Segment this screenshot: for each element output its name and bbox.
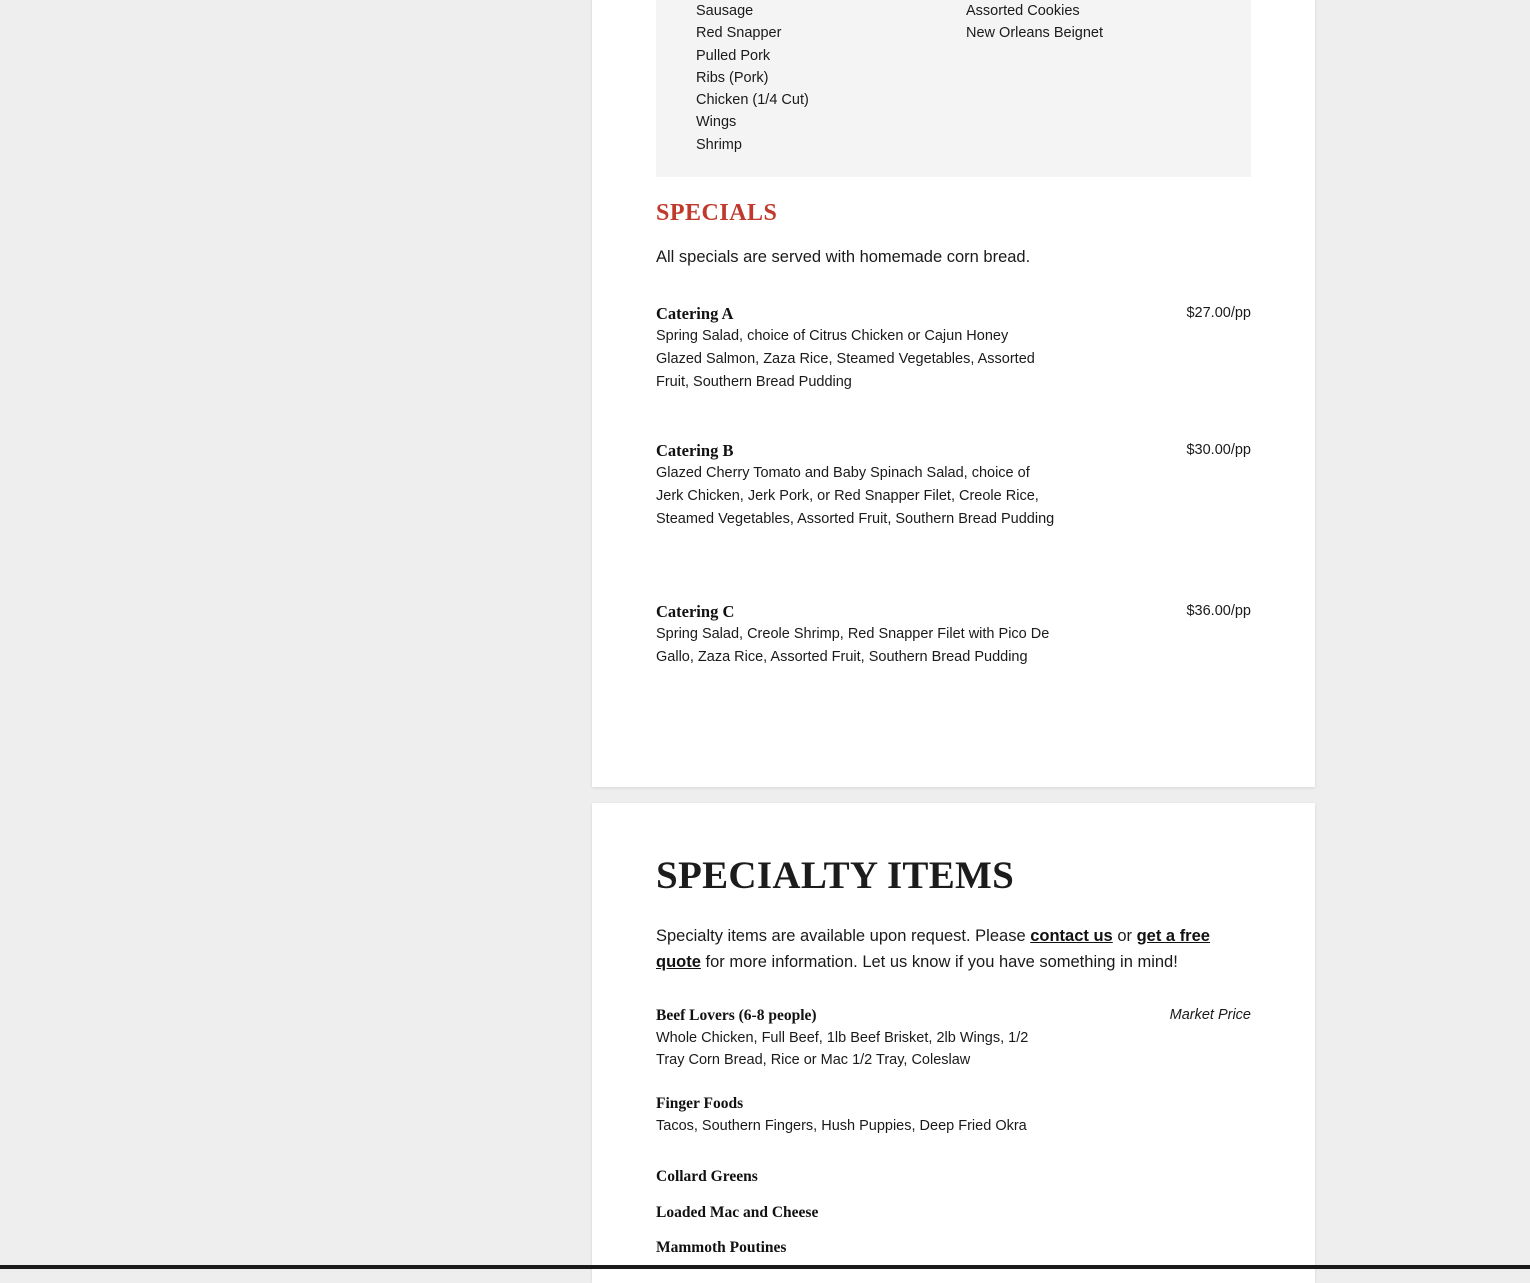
specialty-item-collard-greens [656, 1166, 1251, 1188]
special-item-catering-c [656, 601, 1251, 669]
menu-list-box [656, 0, 1251, 177]
item-price: $27.00/pp [1186, 305, 1251, 321]
item-price: $36.00/pp [1186, 603, 1251, 619]
list-item: Wings [696, 114, 737, 131]
meat-list [696, 0, 809, 156]
specialty-intro [656, 923, 1256, 975]
free-quote-link[interactable]: get a free quote [656, 927, 1210, 971]
contact-us-link[interactable]: contact us [1030, 927, 1113, 945]
item-description: Spring Salad, choice of Citrus Chicken or Cajun Honey Glazed Salmon, Zaza Rice, Steamed Vegetables, Assorted Fruit, Southern Bread Pudding [656, 328, 1035, 391]
special-item-catering-b [656, 440, 1251, 532]
specialty-card [592, 803, 1315, 1283]
intro-text: Specialty items are available upon request. Please [656, 927, 1031, 945]
item-description: Whole Chicken, Full Beef, 1lb Beef Brisket, 2lb Wings, 1/2 Tray Corn Bread, Rice or Mac 1/2 Tray, Coleslaw [656, 1030, 1029, 1068]
item-description: Spring Salad, Creole Shrimp, Red Snapper Filet with Pico De Gallo, Zaza Rice, Assorted Fruit, Southern Bread Pudding [656, 626, 1050, 666]
item-description: Tacos, Southern Fingers, Hush Puppies, Deep Fried Okra [656, 1118, 1027, 1134]
list-item: Ribs (Pork) [696, 69, 769, 86]
item-name: Mammoth Poutines [656, 1239, 787, 1256]
menu-card [592, 0, 1315, 787]
list-item: Red Snapper [696, 25, 782, 42]
special-item-catering-a [656, 303, 1251, 395]
intro-text: or [1112, 927, 1137, 945]
item-name: Loaded Mac and Cheese [656, 1204, 819, 1221]
specials-intro: All specials are served with homemade corn bread. [656, 248, 1031, 266]
specialty-item-poutines [656, 1237, 1251, 1259]
item-name: Collard Greens [656, 1168, 758, 1185]
item-description: Glazed Cherry Tomato and Baby Spinach Salad, choice of Jerk Chicken, Jerk Pork, or Red Snapper Filet, Creole Rice, Steamed Vegetables, Assorted Fruit, Southern Bread Pudding [656, 465, 1055, 528]
list-item: Shrimp [696, 136, 742, 153]
specials-heading: SPECIALS [656, 200, 778, 226]
item-name: Catering C [656, 602, 735, 621]
specialty-heading: SPECIALTY ITEMS [656, 854, 1015, 897]
item-name: Finger Foods [656, 1095, 744, 1112]
list-item: Assorted Cookies [966, 3, 1080, 19]
list-item: New Orleans Beignet [966, 25, 1104, 42]
list-item: Sausage [696, 3, 754, 19]
specialty-item-beef-lovers [656, 1005, 1251, 1071]
item-name: Beef Lovers (6-8 people) [656, 1007, 817, 1024]
dessert-list [966, 0, 1103, 45]
item-name: Catering B [656, 441, 734, 460]
specialty-item-mac-and-cheese [656, 1202, 1251, 1224]
intro-text: for more information. Let us know if you have something in mind! [700, 953, 1178, 971]
list-item: Chicken (1/4 Cut) [696, 92, 809, 109]
list-item: Pulled Pork [696, 47, 771, 64]
item-price: $30.00/pp [1186, 442, 1251, 458]
item-price: Market Price [1169, 1007, 1251, 1023]
bottom-divider [0, 1265, 1530, 1269]
specialty-item-finger-foods [656, 1093, 1251, 1137]
item-name: Catering A [656, 304, 734, 323]
